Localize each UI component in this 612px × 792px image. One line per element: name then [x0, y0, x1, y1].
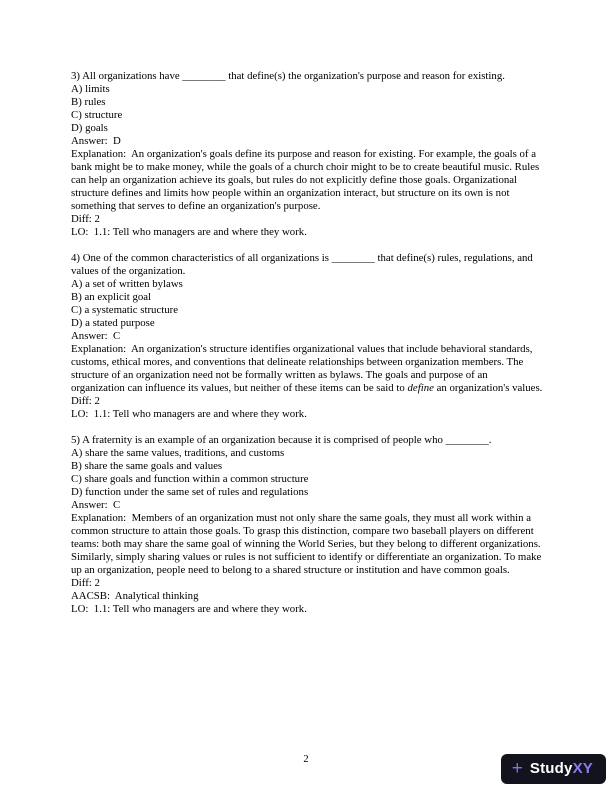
- option-b: B) share the same goals and values: [71, 460, 223, 472]
- lo-line: LO: 1.1: Tell who managers are and where they work.: [71, 603, 307, 615]
- lo-line: LO: 1.1: Tell who managers are and where they work.: [71, 226, 307, 238]
- page-number: 2: [303, 754, 309, 765]
- lo-line: LO: 1.1: Tell who managers are and where they work.: [71, 408, 307, 420]
- question-stem: 3) All organizations have ________ that define(s) the organization's purpose and reason for existing.: [71, 70, 505, 82]
- option-a: A) share the same values, traditions, and customs: [71, 447, 285, 459]
- explanation-text: Explanation: An organization's structure identifies organizational values that include behavioral standards, customs, ethical mores, and conventions that delineate relationships between organization members. The structure of an organization need not be formally written as bylaws. The goals and purpose of an organization can influence its values, but neither of these items can be said to: [71, 343, 536, 394]
- option-b: B) an explicit goal: [71, 291, 152, 303]
- question-stem: 4) One of the common characteristics of all organizations is ________ that define(s) rules, regulations, and values of the organization.: [71, 252, 536, 277]
- explanation: [71, 343, 543, 395]
- option-c: C) share goals and function within a common structure: [71, 473, 309, 485]
- explanation-italic-word: define: [407, 382, 434, 394]
- option-b: B) rules: [71, 96, 106, 108]
- diff-line: Diff: 2: [71, 395, 100, 407]
- explanation: Explanation: Members of an organization must not only share the same goals, they must all work within a common structure to attain those goals. To grasp this distinction, compare two baseball players on different teams: both may share the same goal of winning the World Series, but they belong to different organizations. Similarly, simply sharing values or rules is not sufficient to identify or differentiate an organization. To make up an organization, people need to belong to a shared structure or institution and have common goals.: [71, 512, 545, 576]
- option-c: C) a systematic structure: [71, 304, 179, 316]
- page-content: [71, 70, 543, 629]
- option-d: D) a stated purpose: [71, 317, 155, 329]
- option-d: D) goals: [71, 122, 108, 134]
- brand-name: [530, 761, 593, 777]
- option-c: C) structure: [71, 109, 123, 121]
- brand-name-study: Study: [529, 760, 573, 777]
- diff-line: Diff: 2: [71, 213, 100, 225]
- diff-line: Diff: 2: [71, 577, 100, 589]
- question-3: [71, 70, 543, 239]
- studyxy-logo: [501, 754, 606, 784]
- question-stem: 5) A fraternity is an example of an organization because it is comprised of people who ________.: [71, 434, 492, 446]
- question-4: [71, 252, 543, 421]
- answer-line: Answer: D: [71, 135, 121, 147]
- option-a: A) a set of written bylaws: [71, 278, 183, 290]
- aacsb-line: AACSB: Analytical thinking: [71, 590, 199, 602]
- explanation: Explanation: An organization's goals define its purpose and reason for existing. For example, the goals of a bank might be to make money, while the goals of a church choir might to be to create beautiful music. Rules can help an organization achieve its goals, but rules do not explicitly define those goals. Organizational structure defines and limits how people within an organization interact, but structure on its own is not something that serves to define an organization's purpose.: [71, 148, 542, 212]
- brand-name-xy: XY: [572, 760, 593, 777]
- option-a: A) limits: [71, 83, 110, 95]
- answer-line: Answer: C: [71, 330, 121, 342]
- answer-line: Answer: C: [71, 499, 121, 511]
- question-5: [71, 434, 543, 616]
- option-d: D) function under the same set of rules and regulations: [71, 486, 309, 498]
- explanation-text: an organization's values.: [433, 382, 543, 394]
- plus-icon: +: [511, 758, 523, 779]
